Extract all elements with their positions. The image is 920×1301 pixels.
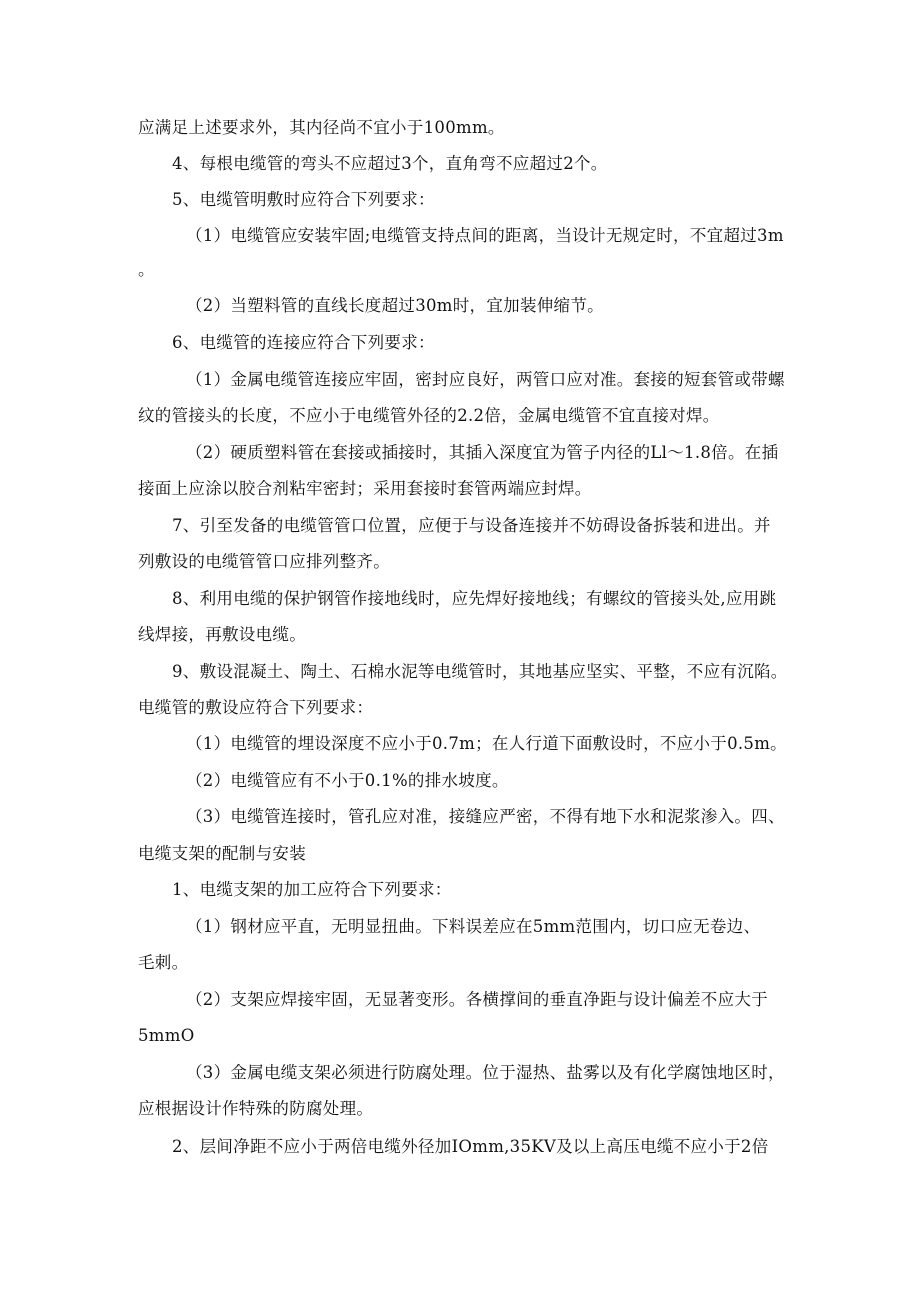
text-line: 纹的管接头的长度，不应小于电缆管外径的2.2倍，金属电缆管不宜直接对焊。: [138, 406, 720, 425]
text-line: 4、每根电缆管的弯头不应超过3个，直角弯不应超过2个。: [172, 154, 608, 173]
text-line: 7、引至发备的电缆管管口位置，应便于与设备连接并不妨碍设备拆装和进出。并: [172, 516, 771, 535]
text-line: 线焊接，再敷设电缆。: [138, 625, 306, 644]
text-line: （2）当塑料管的直线长度超过30m时，宜加装伸缩节。: [186, 296, 604, 315]
text-line: 2、层间净距不应小于两倍电缆外径加IOmm,35KV及以上高压电缆不应小于2倍: [172, 1137, 769, 1156]
text-line: 。: [138, 260, 155, 279]
text-line: （3）金属电缆支架必须进行防腐处理。位于湿热、盐雾以及有化学腐蚀地区时，: [186, 1063, 785, 1082]
text-line: 应满足上述要求外，其内径尚不宜小于100mm。: [138, 118, 505, 137]
text-line: （1）金属电缆管连接应牢固，密封应良好，两管口应对准。套接的短套管或带螺: [186, 370, 785, 389]
text-line: （1）电缆管的埋设深度不应小于0.7m；在人行道下面敷设时，不应小于0.5m。: [186, 734, 787, 753]
text-line: 电缆支架的配制与安装: [138, 844, 306, 863]
text-line: （3）电缆管连接时，管孔应对准，接缝应严密，不得有地下水和泥浆渗入。四、: [186, 807, 785, 826]
text-line: 5mmO: [138, 1026, 195, 1045]
text-line: 接面上应涂以胶合剂粘牢密封；采用套接时套管两端应封焊。: [138, 479, 592, 498]
text-line: （2）支架应焊接牢固，无显著变形。各横撑间的垂直净距与设计偏差不应大于: [186, 990, 768, 1009]
text-line: （2）电缆管应有不小于0.1%的排水坡度。: [186, 771, 509, 790]
text-line: 6、电缆管的连接应符合下列要求：: [172, 333, 435, 352]
text-line: 毛刺。: [138, 953, 189, 972]
text-line: 9、敷设混凝土、陶土、石棉水泥等电缆管时，其地基应坚实、平整，不应有沉陷。: [172, 662, 788, 681]
text-line: 应根据设计作特殊的防腐处理。: [138, 1099, 374, 1118]
text-line: 8、利用电缆的保护钢管作接地线时，应先焊好接地线；有螺纹的管接头处,应用跳: [172, 589, 777, 608]
text-line: （1）电缆管应安装牢固;电缆管支持点间的距离，当设计无规定时，不宜超过3m: [186, 226, 784, 245]
text-line: 5、电缆管明敷时应符合下列要求：: [172, 190, 435, 209]
text-line: （2）硬质塑料管在套接或插接时，其插入深度宜为管子内径的Ll～1.8倍。在插: [186, 443, 779, 462]
text-line: （1）钢材应平直，无明显扭曲。下料误差应在5mm范围内，切口应无卷边、: [186, 917, 761, 936]
text-line: 1、电缆支架的加工应符合下列要求：: [172, 880, 452, 899]
text-line: 电缆管的敷设应符合下列要求：: [138, 698, 374, 717]
text-line: 列敷设的电缆管管口应排列整齐。: [138, 552, 390, 571]
